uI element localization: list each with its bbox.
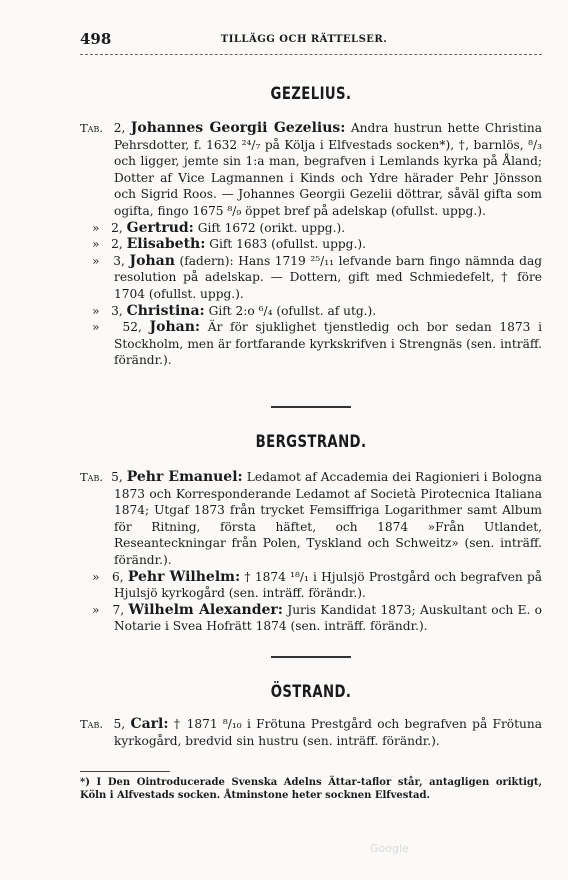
ditto-mark: » [92, 303, 100, 318]
tab-label: Tab. [80, 121, 103, 135]
entry-johan-fadern [80, 253, 542, 303]
section-title-ostrand: ÖSTRAND. [270, 682, 352, 702]
entry-text: † 1871 ⁸/₁₀ i Frötuna Prestgård och begrafven på Frötuna kyrkogård, bredvid sin hustru (sen. inträff. förändr.). [114, 717, 543, 748]
tab-number: 2, [111, 237, 123, 252]
tab-number: 6, [112, 569, 124, 584]
entry-johan [80, 319, 542, 369]
entry-text: Juris Kandidat 1873; Auskultant och E. o Notarie i Svea Hofrätt 1874 (sen. inträff. förändr.). [114, 602, 543, 634]
ditto-mark: » [92, 237, 100, 252]
ditto-mark: » [92, 602, 100, 617]
tab-label: Tab. [80, 717, 103, 731]
entry-gertrud [80, 220, 542, 237]
entry-text: Gift 1683 (ofullst. uppg.). [209, 237, 366, 252]
gezelius-entries [80, 120, 542, 369]
person-name: Pehr Wilhelm: [127, 568, 241, 585]
section-ostrand [80, 682, 542, 702]
ditto-mark: » [92, 569, 100, 584]
entry-johannes-georgii [80, 120, 542, 220]
section-separator [271, 656, 351, 658]
person-name: Wilhelm Alexander: [128, 601, 283, 618]
person-name: Gertrud: [126, 219, 194, 236]
person-name: Johannes Georgii Gezelius: [130, 120, 346, 136]
section-title-gezelius: GEZELIUS. [270, 84, 352, 104]
running-title: TILLÄGG OCH RÄTTELSER. [220, 34, 388, 45]
person-name: Johan [129, 252, 175, 269]
section-gezelius [80, 84, 542, 104]
entry-wilhelm-alexander [80, 602, 542, 635]
watermark: Google [370, 842, 409, 855]
page-number: 498 [80, 30, 112, 48]
entry-pehr-emanuel [80, 469, 542, 569]
entry-text: Ledamot af Accademia dei Ragionieri i Bologna 1873 och Korresponderande Ledamot af Società Pirotecnica Italiana 1874; Utgaf 1873 från trycket Femsiffriga Logarithmer samt Album för Ritning, första häftet, och 1874 »Från Utlandet, Reseanteckningar från Polen, Tyskland och Schweitz» (sen. inträff. förändr.). [114, 470, 543, 567]
bergstrand-entries [80, 469, 542, 635]
person-name: Pehr Emanuel: [126, 469, 243, 485]
tab-number: 7, [112, 602, 125, 617]
entry-carl [80, 716, 542, 749]
tab-number: 3, [111, 303, 123, 318]
entry-text: Är för sjuklighet tjenstledig och bor sedan 1873 i Stockholm, men är fortfarande kyrkskrifven i Strengnäs (sen. inträff. förändr.). [114, 320, 542, 368]
ditto-mark: » [92, 220, 100, 235]
entry-pehr-wilhelm [80, 569, 542, 602]
tab-number: 5, [111, 470, 123, 484]
entry-christina [80, 303, 542, 320]
section-bergstrand [80, 432, 542, 452]
entry-text: Andra hustrun hette Christina Pehrsdotter, f. 1632 ²⁴/₇ på Kölja i Elfvestads socken*), †, barnlös, ⁸/₃ och ligger, jemte sin 1:a man, begrafven i Lemlands kyrka på Åland; Dotter af Vice Lagmannen i Kinds och Ydre härader Pehr Jönsson och Sigrid Roos. — Johannes Georgii Gezelii döttrar, såväl gifta som ogifta, fingo 1675 ⁸/₉ öppet bref på adelskap (ofullst. uppg.). [114, 121, 542, 218]
person-name: Elisabeth: [126, 236, 206, 253]
person-name: Johan: [149, 319, 201, 336]
section-title-bergstrand: BERGSTRAND. [255, 432, 367, 452]
ostrand-entries [80, 716, 542, 749]
person-name: Christina: [126, 302, 205, 319]
ditto-mark: » [92, 253, 100, 268]
tab-label: Tab. [80, 470, 103, 484]
footnote-rule [80, 771, 170, 772]
entry-text: † 1874 ¹⁸/₁ i Hjulsjö Prostgård och begrafven på Hjulsjö kyrkogård (sen. inträff. förändr.). [114, 569, 543, 601]
tab-number: 5, [113, 717, 126, 731]
tab-number: 2, [113, 121, 126, 135]
person-name: Carl: [130, 716, 169, 732]
tab-number: 2, [111, 220, 123, 235]
footnote: *) I Den Ointroducerade Svenska Adelns Ättar-taflor står, antagligen oriktigt, Köln i Alfvestads socken. Åtminstone heter socknen Elfvestad. [80, 777, 542, 801]
entry-text: Gift 1672 (orikt. uppg.). [197, 220, 346, 235]
tab-number: 52, [122, 320, 142, 335]
tab-number: 3, [113, 253, 125, 268]
entry-elisabeth [80, 236, 542, 253]
entry-text: Gift 2:o ⁶/₄ (ofullst. af utg.). [208, 303, 377, 318]
header-rule [80, 54, 542, 55]
entry-text: (fadern): Hans 1719 ²⁵/₁₁ lefvande barn fingo nämnda dag resolution på adelskap. — Dottern, gift med Schmiedefelt, † före 1704 (ofullst. uppg.). [114, 253, 543, 301]
ditto-mark: » [92, 320, 100, 335]
section-separator [271, 406, 351, 408]
